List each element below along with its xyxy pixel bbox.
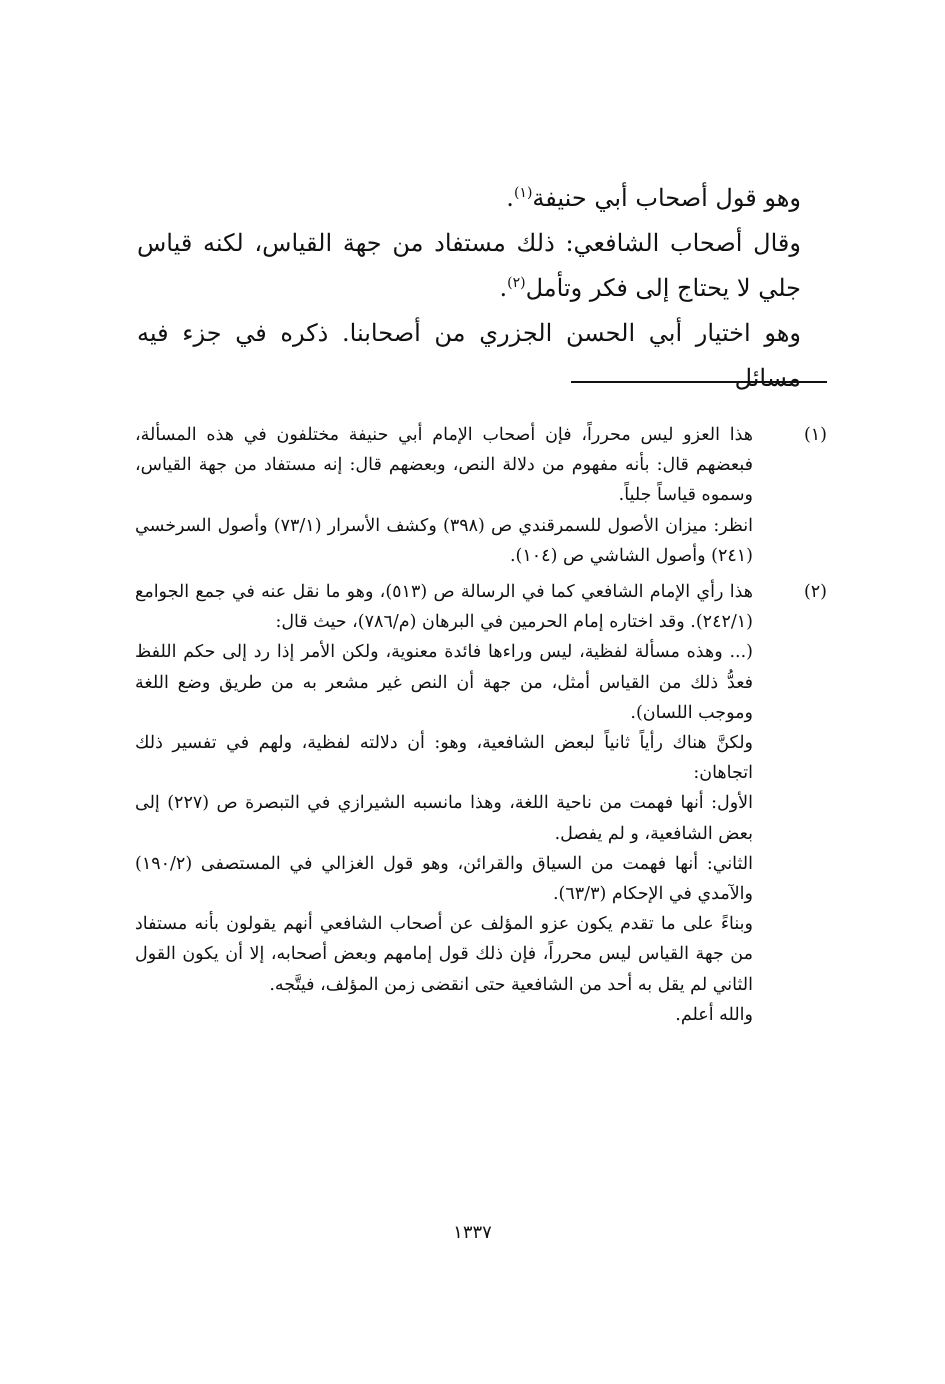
footnote-reference: (١): [513, 185, 533, 201]
footnote-paragraph: وبناءً على ما تقدم يكون عزو المؤلف عن أصحاب الشافعي أنهم يقولون بأنه مستفاد من جهة القياس ليس محرراً، فإن ذلك قول إمامهم وبعض أصحابه، إلا أن يكون القول الثاني لم يقل به أحد من الشافعية حتى انقضى زمن المؤلف، فيتَّجه.: [135, 914, 753, 995]
footnote-paragraph: انظر: ميزان الأصول للسمرقندي ص (٣٩٨) وكشف الأسرار (٧٣/١) وأصول السرخسي (٢٤١) وأصول الشاشي ص (١٠٤).: [135, 515, 754, 566]
footnote-paragraph: هذا العزو ليس محرراً، فإن أصحاب الإمام أبي حنيفة مختلفون في هذه المسألة، فبعضهم قال: بأنه مفهوم من دلالة النص، وبعضهم قال: إنه مستفاد من جهة القياس، وسموه قياساً جلياً.: [135, 425, 753, 506]
paragraph-punctuation: .: [506, 184, 514, 212]
paragraph-text: وهو اختيار أبي الحسن الجزري من أصحابنا. ذكره في جزء فيه مسائل: [137, 319, 801, 392]
footnote-paragraph: ولكنَّ هناك رأياً ثانياً لبعض الشافعية، وهو: أن دلالته لفظية، ولهم في تفسير ذلك اتجاهان:: [135, 733, 753, 784]
footnote-number: (١): [803, 425, 827, 445]
footnote-paragraph: الثاني: أنها فهمت من السياق والقرائن، وهو قول الغزالي في المستصفى (١٩٠/٢) والآمدي في الإحكام (٦٣/٣).: [135, 853, 753, 905]
main-text-block: [137, 176, 827, 401]
footnote-paragraph: الأول: أنها فهمت من ناحية اللغة، وهذا مانسبه الشيرازي في التبصرة ص (٢٢٧) إلى بعض الشافعية، و لم يفصل.: [135, 793, 754, 844]
footnote-2: [135, 577, 827, 1030]
footnote-1: [135, 420, 827, 571]
page-number: ١٣٣٧: [453, 1222, 492, 1243]
footnotes-section: [135, 420, 827, 1036]
footnote-paragraph: هذا رأي الإمام الشافعي كما في الرسالة ص (٥١٣)، وهو ما نقل عنه في جمع الجوامع (٢٤٢/١). وقد اختاره إمام الحرمين في البرهان (م/٧٨٦)، حيث قال:: [135, 582, 753, 633]
paragraph-text: وقال أصحاب الشافعي: ذلك مستفاد من جهة القياس، لكنه قياس جلي لا يحتاج إلى فكر وتأمل: [137, 229, 801, 302]
footnote-divider: [571, 381, 827, 383]
footnote-reference: (٢): [507, 275, 526, 291]
main-paragraph: [137, 176, 827, 221]
footnote-paragraph: (... وهذه مسألة لفظية، ليس وراءها فائدة معنوية، ولكن الأمر إذا رد إلى حكم اللفظ فعدُّ ذلك من القياس أمثل، من جهة أن النص غير مشعر به من طريق وضع اللغة وموجب اللسان).: [135, 642, 753, 723]
paragraph-punctuation: .: [499, 274, 508, 302]
main-paragraph: [137, 221, 827, 311]
footnote-number: (٢): [803, 582, 827, 603]
paragraph-text: وهو قول أصحاب أبي حنيفة: [532, 184, 801, 212]
footnote-paragraph: والله أعلم.: [675, 1004, 753, 1025]
main-paragraph: [137, 311, 827, 401]
